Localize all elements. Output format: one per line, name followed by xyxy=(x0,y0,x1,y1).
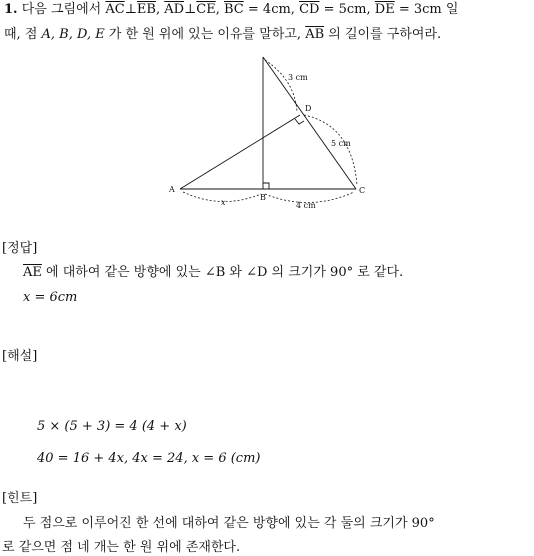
arc-dc xyxy=(304,115,357,185)
answer-heading: [정답] xyxy=(2,241,38,256)
label-bc-length: 4 cm xyxy=(296,201,316,210)
hint-line-2: 로 같으면 점 네 개는 한 원 위에 존재한다. xyxy=(2,540,241,555)
label-d: D xyxy=(305,104,312,113)
segment-ad-line xyxy=(180,115,300,189)
problem-tail: 일 xyxy=(445,2,459,17)
solution-heading: [해설] xyxy=(2,349,38,364)
right-angle-d xyxy=(295,119,304,124)
segment-ec-line xyxy=(263,57,356,189)
label-ab-length: x xyxy=(221,198,226,207)
segment-ce: $\overline{CE}$ xyxy=(196,2,216,17)
solution-equation-2: 40 = 16 + 4x, 4x = 24, x = 6 (cm) xyxy=(37,451,261,466)
problem-text: 의 길이를 구하여라. xyxy=(328,27,442,42)
perp-symbol: ⊥ xyxy=(184,2,197,17)
label-c: C xyxy=(359,186,366,195)
problem-number: 1. xyxy=(4,2,18,17)
segment-eb: $\overline{EB}$ xyxy=(136,2,156,17)
answer-line-1 xyxy=(23,265,403,281)
de-value: = 3cm xyxy=(398,2,442,17)
answer-reason: 에 대하여 같은 방향에 있는 ∠B 와 ∠D 의 크기가 90° 로 같다. xyxy=(46,265,404,280)
bc-value: = 4cm, xyxy=(247,2,295,17)
answer-line-2: x = 6cm xyxy=(23,290,78,305)
problem-text: 때, 점 xyxy=(4,27,38,42)
segment-bc: $\overline{BC}$ xyxy=(224,2,244,17)
point-list: A, B, D, E xyxy=(41,27,105,42)
problem-intro: 다음 그림에서 xyxy=(21,2,102,17)
segment-ab: $\overline{AB}$ xyxy=(305,27,325,42)
hint-line-1: 두 점으로 이루어진 한 선에 대하여 같은 방향에 있는 각 둘의 크기가 90° xyxy=(23,516,435,531)
comma: , xyxy=(155,2,161,17)
segment-ae: $\overline{AE}$ xyxy=(23,265,42,280)
problem-text: 가 한 원 위에 있는 이유를 말하고, xyxy=(108,27,302,42)
label-dc-length: 5 cm xyxy=(331,139,351,148)
label-de-length: 3 cm xyxy=(288,73,308,82)
right-angle-b xyxy=(263,183,269,189)
segment-ad: $\overline{AD}$ xyxy=(164,2,185,17)
segment-ac: $\overline{AC}$ xyxy=(105,2,125,17)
solution-equation-1: 5 × (5 + 3) = 4 (4 + x) xyxy=(37,419,187,434)
comma: , xyxy=(215,2,220,17)
segment-cd: $\overline{CD}$ xyxy=(299,2,320,17)
label-a: A xyxy=(169,185,175,194)
arc-de xyxy=(265,60,297,112)
label-b: B xyxy=(260,193,266,202)
cd-value: = 5cm, xyxy=(323,2,371,17)
segment-de: $\overline{DE}$ xyxy=(374,2,395,17)
perp-symbol: ⊥ xyxy=(124,2,137,17)
hint-heading: [힌트] xyxy=(2,491,38,506)
